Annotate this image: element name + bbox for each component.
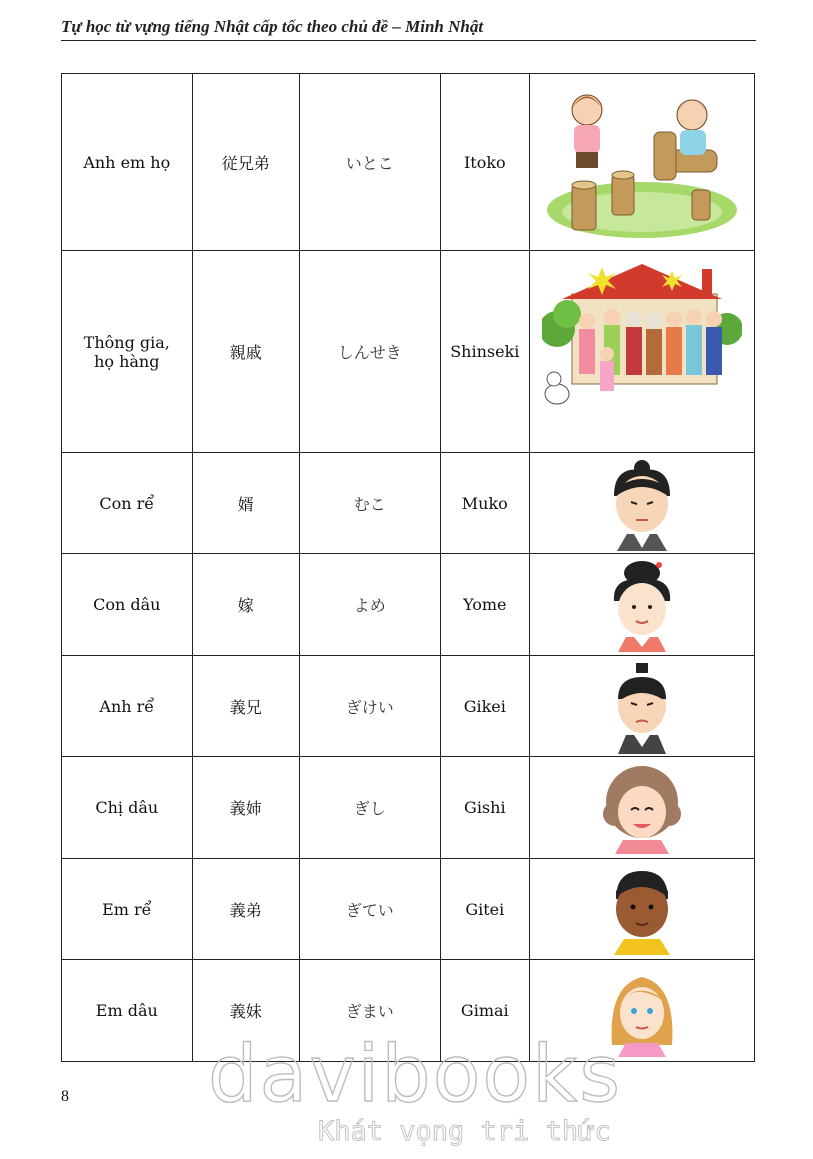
romaji-cell: Muko	[440, 453, 529, 554]
kana-cell: むこ	[300, 453, 441, 554]
romaji-cell: Yome	[440, 554, 529, 656]
table-row	[62, 554, 755, 656]
family-house-icon	[542, 259, 742, 444]
man-topknot-icon	[602, 456, 682, 551]
vietnamese-cell: Anh em họ	[62, 74, 193, 251]
vietnamese-cell: Con dâu	[62, 554, 193, 656]
illustration-cell	[529, 554, 754, 656]
kanji-cell: 親戚	[192, 251, 299, 453]
kana-cell: いとこ	[300, 74, 441, 251]
kana-cell: ぎてい	[300, 859, 441, 960]
kanji-cell: 婿	[192, 453, 299, 554]
romaji-cell: Shinseki	[440, 251, 529, 453]
vietnamese-line-1: Thông gia,	[83, 332, 170, 352]
illustration-cell	[529, 757, 754, 859]
romaji-cell: Itoko	[440, 74, 529, 251]
kanji-cell: 義姉	[192, 757, 299, 859]
table-row	[62, 74, 755, 251]
kanji-cell: 嫁	[192, 554, 299, 656]
kana-cell: ぎけい	[300, 656, 441, 757]
table-row	[62, 859, 755, 960]
kanji-cell: 義兄	[192, 656, 299, 757]
kana-cell: ぎまい	[300, 960, 441, 1062]
woman-curly-hair-icon	[597, 762, 687, 854]
watermark-brand: davibooks	[208, 1030, 622, 1120]
kanji-cell: 従兄弟	[192, 74, 299, 251]
kanji-cell: 義弟	[192, 859, 299, 960]
children-playing-icon	[542, 80, 742, 245]
vietnamese-cell: Chị dâu	[62, 757, 193, 859]
kanji-cell: 義妹	[192, 960, 299, 1062]
romaji-cell: Gishi	[440, 757, 529, 859]
romaji-cell: Gitei	[440, 859, 529, 960]
running-header: Tự học từ vựng tiếng Nhật cấp tốc theo chủ đề – Minh Nhật	[61, 14, 756, 41]
samurai-man-icon	[602, 659, 682, 754]
vietnamese-cell: Em rể	[62, 859, 193, 960]
table-row	[62, 453, 755, 554]
romaji-cell: Gimai	[440, 960, 529, 1062]
vietnamese-line-2: họ hàng	[94, 351, 160, 371]
watermark-slogan: Khát vọng tri thức	[318, 1116, 611, 1147]
illustration-cell	[529, 74, 754, 251]
bride-icon	[602, 557, 682, 652]
page-number: 8	[61, 1088, 69, 1105]
kana-cell: ぎし	[300, 757, 441, 859]
illustration-cell	[529, 251, 754, 453]
table-row	[62, 757, 755, 859]
romaji-cell: Gikei	[440, 656, 529, 757]
kana-cell: しんせき	[300, 251, 441, 453]
vietnamese-cell: Anh rể	[62, 656, 193, 757]
table-row	[62, 251, 755, 453]
kana-cell: よめ	[300, 554, 441, 656]
illustration-cell	[529, 656, 754, 757]
vocabulary-table	[61, 73, 755, 1062]
table-row	[62, 656, 755, 757]
vietnamese-cell	[62, 251, 193, 453]
vietnamese-cell: Em dâu	[62, 960, 193, 1062]
illustration-cell	[529, 453, 754, 554]
vietnamese-cell: Con rể	[62, 453, 193, 554]
illustration-cell	[529, 859, 754, 960]
man-dark-skin-icon	[602, 863, 682, 955]
